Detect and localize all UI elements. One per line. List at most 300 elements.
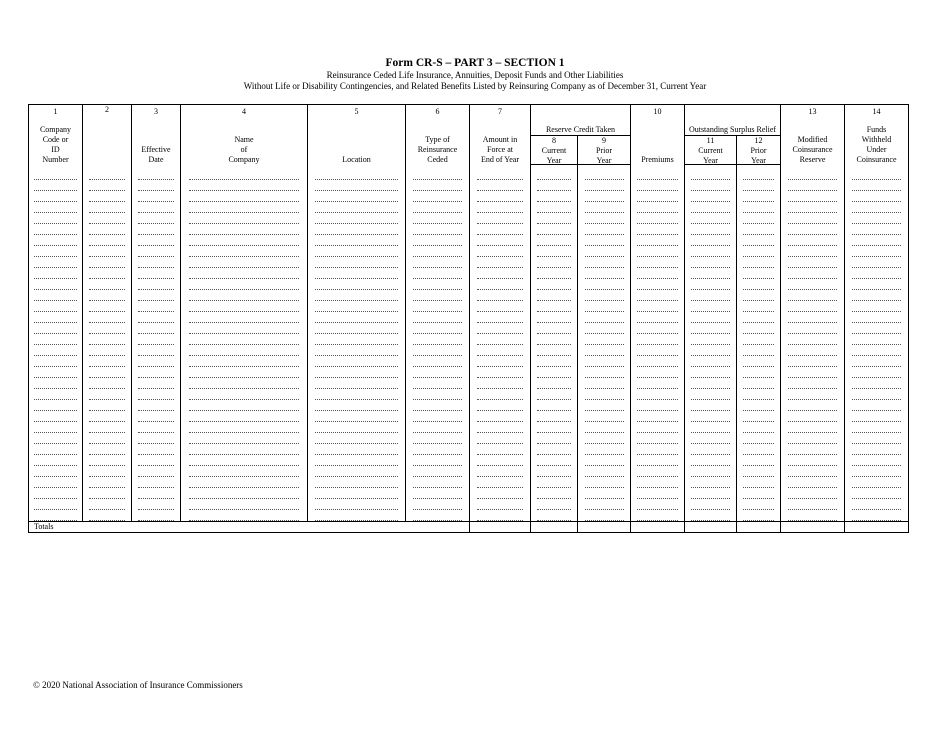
entry-line[interactable] — [743, 356, 774, 367]
entry-line[interactable] — [315, 191, 397, 202]
entry-line[interactable] — [743, 268, 774, 279]
entry-line[interactable] — [138, 422, 174, 433]
entry-line[interactable] — [315, 488, 397, 499]
entry-line[interactable] — [743, 235, 774, 246]
entry-line[interactable] — [89, 389, 125, 400]
total-cell[interactable] — [845, 522, 909, 533]
entry-line[interactable] — [743, 378, 774, 389]
entry-line[interactable] — [189, 356, 300, 367]
entry-line[interactable] — [413, 433, 462, 444]
entry-line[interactable] — [138, 235, 174, 246]
entry-line[interactable] — [537, 334, 570, 345]
entry-line[interactable] — [788, 334, 837, 345]
entry-line[interactable] — [89, 290, 125, 301]
entry-line[interactable] — [743, 169, 774, 180]
entry-line[interactable] — [788, 290, 837, 301]
entry-line[interactable] — [537, 257, 570, 268]
entry-line[interactable] — [585, 356, 624, 367]
entry-line[interactable] — [315, 235, 397, 246]
entry-line[interactable] — [138, 345, 174, 356]
entry-line[interactable] — [477, 323, 524, 334]
entry-line[interactable] — [89, 312, 125, 323]
entry-line[interactable] — [315, 400, 397, 411]
entry-line[interactable] — [585, 191, 624, 202]
entry-line[interactable] — [189, 455, 300, 466]
entry-line[interactable] — [852, 378, 901, 389]
entry-line[interactable] — [691, 290, 729, 301]
entry-line[interactable] — [788, 323, 837, 334]
entry-line[interactable] — [138, 488, 174, 499]
entry-line[interactable] — [34, 345, 76, 356]
entry-line[interactable] — [537, 499, 570, 510]
entry-line[interactable] — [691, 301, 729, 312]
entry-line[interactable] — [477, 202, 524, 213]
entry-line[interactable] — [189, 235, 300, 246]
entry-line[interactable] — [477, 301, 524, 312]
entry-line[interactable] — [743, 202, 774, 213]
entry-line[interactable] — [537, 444, 570, 455]
entry-line[interactable] — [788, 312, 837, 323]
entry-line[interactable] — [637, 477, 678, 488]
entry-line[interactable] — [138, 378, 174, 389]
entry-line[interactable] — [852, 345, 901, 356]
entry-line[interactable] — [477, 257, 524, 268]
entry-line[interactable] — [138, 169, 174, 180]
entry-line[interactable] — [788, 257, 837, 268]
entry-line[interactable] — [743, 499, 774, 510]
entry-line[interactable] — [537, 400, 570, 411]
total-cell[interactable] — [578, 522, 631, 533]
entry-line[interactable] — [413, 301, 462, 312]
entry-line[interactable] — [138, 180, 174, 191]
entry-line[interactable] — [788, 455, 837, 466]
entry-line[interactable] — [89, 180, 125, 191]
entry-line[interactable] — [89, 400, 125, 411]
entry-line[interactable] — [89, 488, 125, 499]
entry-column[interactable] — [470, 165, 531, 522]
entry-line[interactable] — [315, 422, 397, 433]
entry-line[interactable] — [637, 367, 678, 378]
entry-line[interactable] — [537, 356, 570, 367]
entry-line[interactable] — [788, 213, 837, 224]
entry-line[interactable] — [743, 301, 774, 312]
entry-column[interactable] — [685, 165, 737, 522]
entry-line[interactable] — [788, 191, 837, 202]
entry-line[interactable] — [89, 510, 125, 521]
entry-line[interactable] — [89, 268, 125, 279]
entry-line[interactable] — [788, 422, 837, 433]
entry-line[interactable] — [413, 323, 462, 334]
entry-column[interactable] — [181, 165, 308, 522]
entry-line[interactable] — [585, 510, 624, 521]
entry-column[interactable] — [29, 165, 83, 522]
entry-line[interactable] — [585, 312, 624, 323]
entry-line[interactable] — [138, 224, 174, 235]
entry-line[interactable] — [637, 411, 678, 422]
entry-line[interactable] — [852, 367, 901, 378]
entry-column[interactable] — [578, 165, 631, 522]
entry-line[interactable] — [585, 477, 624, 488]
entry-line[interactable] — [537, 202, 570, 213]
entry-line[interactable] — [189, 224, 300, 235]
entry-line[interactable] — [585, 246, 624, 257]
entry-line[interactable] — [691, 356, 729, 367]
entry-line[interactable] — [637, 345, 678, 356]
entry-line[interactable] — [852, 400, 901, 411]
entry-line[interactable] — [89, 224, 125, 235]
entry-line[interactable] — [413, 268, 462, 279]
entry-line[interactable] — [413, 378, 462, 389]
entry-line[interactable] — [89, 466, 125, 477]
entry-line[interactable] — [743, 279, 774, 290]
entry-line[interactable] — [413, 290, 462, 301]
entry-line[interactable] — [189, 345, 300, 356]
entry-line[interactable] — [788, 345, 837, 356]
entry-line[interactable] — [315, 202, 397, 213]
entry-line[interactable] — [537, 422, 570, 433]
entry-line[interactable] — [89, 246, 125, 257]
entry-line[interactable] — [189, 499, 300, 510]
entry-line[interactable] — [315, 279, 397, 290]
entry-line[interactable] — [691, 246, 729, 257]
entry-line[interactable] — [138, 389, 174, 400]
entry-line[interactable] — [189, 257, 300, 268]
entry-line[interactable] — [315, 378, 397, 389]
entry-line[interactable] — [34, 499, 76, 510]
entry-line[interactable] — [691, 191, 729, 202]
entry-line[interactable] — [413, 367, 462, 378]
entry-line[interactable] — [537, 213, 570, 224]
entry-column[interactable] — [83, 165, 132, 522]
entry-line[interactable] — [315, 169, 397, 180]
entry-line[interactable] — [585, 444, 624, 455]
entry-line[interactable] — [585, 367, 624, 378]
entry-line[interactable] — [34, 367, 76, 378]
entry-line[interactable] — [537, 345, 570, 356]
entry-line[interactable] — [315, 224, 397, 235]
entry-line[interactable] — [477, 290, 524, 301]
total-cell[interactable] — [685, 522, 737, 533]
entry-line[interactable] — [477, 268, 524, 279]
entry-line[interactable] — [691, 224, 729, 235]
entry-line[interactable] — [189, 422, 300, 433]
entry-line[interactable] — [691, 202, 729, 213]
entry-line[interactable] — [691, 378, 729, 389]
entry-line[interactable] — [89, 422, 125, 433]
entry-line[interactable] — [89, 444, 125, 455]
entry-line[interactable] — [788, 279, 837, 290]
entry-line[interactable] — [477, 345, 524, 356]
entry-line[interactable] — [852, 433, 901, 444]
entry-line[interactable] — [315, 455, 397, 466]
entry-line[interactable] — [89, 433, 125, 444]
entry-line[interactable] — [852, 334, 901, 345]
entry-line[interactable] — [189, 169, 300, 180]
entry-line[interactable] — [637, 224, 678, 235]
entry-line[interactable] — [637, 433, 678, 444]
entry-column[interactable] — [781, 165, 845, 522]
entry-line[interactable] — [34, 378, 76, 389]
entry-line[interactable] — [691, 279, 729, 290]
entry-line[interactable] — [585, 202, 624, 213]
entry-line[interactable] — [189, 268, 300, 279]
entry-line[interactable] — [691, 367, 729, 378]
entry-line[interactable] — [477, 235, 524, 246]
entry-line[interactable] — [637, 488, 678, 499]
entry-line[interactable] — [89, 169, 125, 180]
entry-line[interactable] — [315, 246, 397, 257]
entry-column[interactable] — [737, 165, 781, 522]
entry-line[interactable] — [477, 169, 524, 180]
entry-line[interactable] — [852, 257, 901, 268]
entry-line[interactable] — [189, 400, 300, 411]
entry-line[interactable] — [413, 279, 462, 290]
entry-line[interactable] — [691, 411, 729, 422]
entry-line[interactable] — [585, 389, 624, 400]
entry-line[interactable] — [637, 257, 678, 268]
entry-line[interactable] — [413, 224, 462, 235]
entry-line[interactable] — [189, 466, 300, 477]
entry-line[interactable] — [788, 235, 837, 246]
entry-line[interactable] — [315, 257, 397, 268]
entry-line[interactable] — [585, 488, 624, 499]
entry-line[interactable] — [852, 389, 901, 400]
entry-line[interactable] — [315, 323, 397, 334]
entry-line[interactable] — [537, 290, 570, 301]
entry-line[interactable] — [189, 411, 300, 422]
entry-line[interactable] — [413, 488, 462, 499]
entry-line[interactable] — [637, 268, 678, 279]
entry-line[interactable] — [637, 246, 678, 257]
entry-line[interactable] — [89, 279, 125, 290]
entry-line[interactable] — [34, 169, 76, 180]
entry-line[interactable] — [477, 455, 524, 466]
entry-line[interactable] — [138, 290, 174, 301]
entry-line[interactable] — [138, 510, 174, 521]
entry-line[interactable] — [477, 477, 524, 488]
entry-line[interactable] — [691, 433, 729, 444]
entry-line[interactable] — [852, 191, 901, 202]
entry-line[interactable] — [537, 169, 570, 180]
entry-line[interactable] — [138, 466, 174, 477]
entry-line[interactable] — [852, 268, 901, 279]
entry-line[interactable] — [788, 367, 837, 378]
entry-line[interactable] — [89, 301, 125, 312]
entry-line[interactable] — [138, 455, 174, 466]
entry-line[interactable] — [477, 400, 524, 411]
entry-line[interactable] — [788, 477, 837, 488]
entry-line[interactable] — [537, 312, 570, 323]
entry-line[interactable] — [138, 213, 174, 224]
entry-line[interactable] — [189, 180, 300, 191]
entry-line[interactable] — [189, 444, 300, 455]
entry-line[interactable] — [852, 411, 901, 422]
entry-line[interactable] — [637, 444, 678, 455]
entry-line[interactable] — [34, 510, 76, 521]
entry-line[interactable] — [691, 389, 729, 400]
entry-line[interactable] — [743, 488, 774, 499]
entry-line[interactable] — [537, 411, 570, 422]
entry-line[interactable] — [138, 301, 174, 312]
entry-line[interactable] — [315, 290, 397, 301]
entry-line[interactable] — [537, 224, 570, 235]
total-cell[interactable] — [631, 522, 685, 533]
entry-line[interactable] — [852, 323, 901, 334]
entry-line[interactable] — [585, 224, 624, 235]
entry-line[interactable] — [585, 411, 624, 422]
entry-line[interactable] — [315, 345, 397, 356]
entry-line[interactable] — [585, 499, 624, 510]
entry-line[interactable] — [537, 246, 570, 257]
entry-line[interactable] — [743, 334, 774, 345]
entry-line[interactable] — [89, 378, 125, 389]
total-cell[interactable] — [781, 522, 845, 533]
entry-line[interactable] — [788, 411, 837, 422]
entry-line[interactable] — [788, 356, 837, 367]
entry-line[interactable] — [189, 279, 300, 290]
entry-line[interactable] — [852, 180, 901, 191]
entry-line[interactable] — [89, 455, 125, 466]
entry-line[interactable] — [637, 180, 678, 191]
entry-line[interactable] — [89, 235, 125, 246]
entry-line[interactable] — [89, 499, 125, 510]
entry-line[interactable] — [788, 400, 837, 411]
entry-line[interactable] — [788, 488, 837, 499]
entry-line[interactable] — [637, 455, 678, 466]
entry-line[interactable] — [852, 488, 901, 499]
entry-line[interactable] — [34, 180, 76, 191]
entry-line[interactable] — [413, 400, 462, 411]
entry-line[interactable] — [413, 356, 462, 367]
entry-line[interactable] — [852, 312, 901, 323]
entry-line[interactable] — [788, 499, 837, 510]
entry-line[interactable] — [691, 334, 729, 345]
entry-line[interactable] — [477, 213, 524, 224]
entry-line[interactable] — [637, 290, 678, 301]
entry-line[interactable] — [852, 422, 901, 433]
entry-line[interactable] — [315, 213, 397, 224]
entry-line[interactable] — [138, 246, 174, 257]
entry-line[interactable] — [691, 455, 729, 466]
entry-line[interactable] — [537, 268, 570, 279]
entry-line[interactable] — [477, 356, 524, 367]
entry-line[interactable] — [585, 345, 624, 356]
entry-line[interactable] — [637, 301, 678, 312]
entry-line[interactable] — [691, 477, 729, 488]
entry-line[interactable] — [34, 466, 76, 477]
entry-line[interactable] — [852, 466, 901, 477]
entry-line[interactable] — [788, 180, 837, 191]
entry-line[interactable] — [788, 169, 837, 180]
entry-line[interactable] — [743, 312, 774, 323]
entry-line[interactable] — [537, 466, 570, 477]
entry-line[interactable] — [691, 180, 729, 191]
entry-line[interactable] — [585, 257, 624, 268]
entry-line[interactable] — [34, 202, 76, 213]
entry-line[interactable] — [34, 400, 76, 411]
entry-line[interactable] — [585, 433, 624, 444]
entry-line[interactable] — [477, 488, 524, 499]
entry-line[interactable] — [585, 301, 624, 312]
entry-line[interactable] — [189, 301, 300, 312]
entry-line[interactable] — [138, 257, 174, 268]
entry-line[interactable] — [691, 257, 729, 268]
entry-line[interactable] — [189, 433, 300, 444]
entry-line[interactable] — [691, 345, 729, 356]
entry-column[interactable] — [406, 165, 470, 522]
entry-line[interactable] — [585, 180, 624, 191]
entry-line[interactable] — [477, 191, 524, 202]
entry-line[interactable] — [189, 378, 300, 389]
entry-line[interactable] — [138, 400, 174, 411]
entry-line[interactable] — [315, 268, 397, 279]
entry-line[interactable] — [315, 356, 397, 367]
entry-line[interactable] — [637, 323, 678, 334]
entry-line[interactable] — [413, 345, 462, 356]
entry-line[interactable] — [189, 510, 300, 521]
entry-line[interactable] — [743, 257, 774, 268]
entry-line[interactable] — [34, 246, 76, 257]
entry-line[interactable] — [138, 334, 174, 345]
entry-line[interactable] — [691, 235, 729, 246]
entry-line[interactable] — [413, 257, 462, 268]
entry-line[interactable] — [89, 202, 125, 213]
entry-line[interactable] — [138, 279, 174, 290]
entry-line[interactable] — [637, 312, 678, 323]
entry-line[interactable] — [852, 246, 901, 257]
entry-line[interactable] — [691, 268, 729, 279]
entry-line[interactable] — [34, 301, 76, 312]
entry-line[interactable] — [89, 345, 125, 356]
entry-line[interactable] — [637, 191, 678, 202]
entry-line[interactable] — [585, 169, 624, 180]
entry-line[interactable] — [537, 323, 570, 334]
entry-line[interactable] — [788, 224, 837, 235]
entry-line[interactable] — [743, 224, 774, 235]
entry-line[interactable] — [537, 389, 570, 400]
entry-line[interactable] — [189, 213, 300, 224]
entry-line[interactable] — [413, 455, 462, 466]
entry-line[interactable] — [34, 191, 76, 202]
entry-line[interactable] — [34, 356, 76, 367]
entry-line[interactable] — [189, 246, 300, 257]
entry-line[interactable] — [743, 400, 774, 411]
entry-line[interactable] — [788, 301, 837, 312]
entry-line[interactable] — [34, 455, 76, 466]
entry-line[interactable] — [788, 444, 837, 455]
entry-line[interactable] — [585, 422, 624, 433]
entry-line[interactable] — [315, 367, 397, 378]
entry-line[interactable] — [189, 367, 300, 378]
entry-line[interactable] — [138, 367, 174, 378]
entry-line[interactable] — [691, 488, 729, 499]
entry-line[interactable] — [189, 191, 300, 202]
entry-line[interactable] — [138, 499, 174, 510]
entry-line[interactable] — [34, 334, 76, 345]
entry-column[interactable] — [308, 165, 406, 522]
entry-line[interactable] — [852, 477, 901, 488]
entry-line[interactable] — [477, 433, 524, 444]
entry-line[interactable] — [585, 268, 624, 279]
entry-line[interactable] — [852, 224, 901, 235]
entry-line[interactable] — [413, 466, 462, 477]
entry-line[interactable] — [477, 279, 524, 290]
entry-line[interactable] — [413, 499, 462, 510]
entry-line[interactable] — [89, 213, 125, 224]
entry-line[interactable] — [637, 400, 678, 411]
entry-line[interactable] — [852, 279, 901, 290]
entry-line[interactable] — [585, 235, 624, 246]
